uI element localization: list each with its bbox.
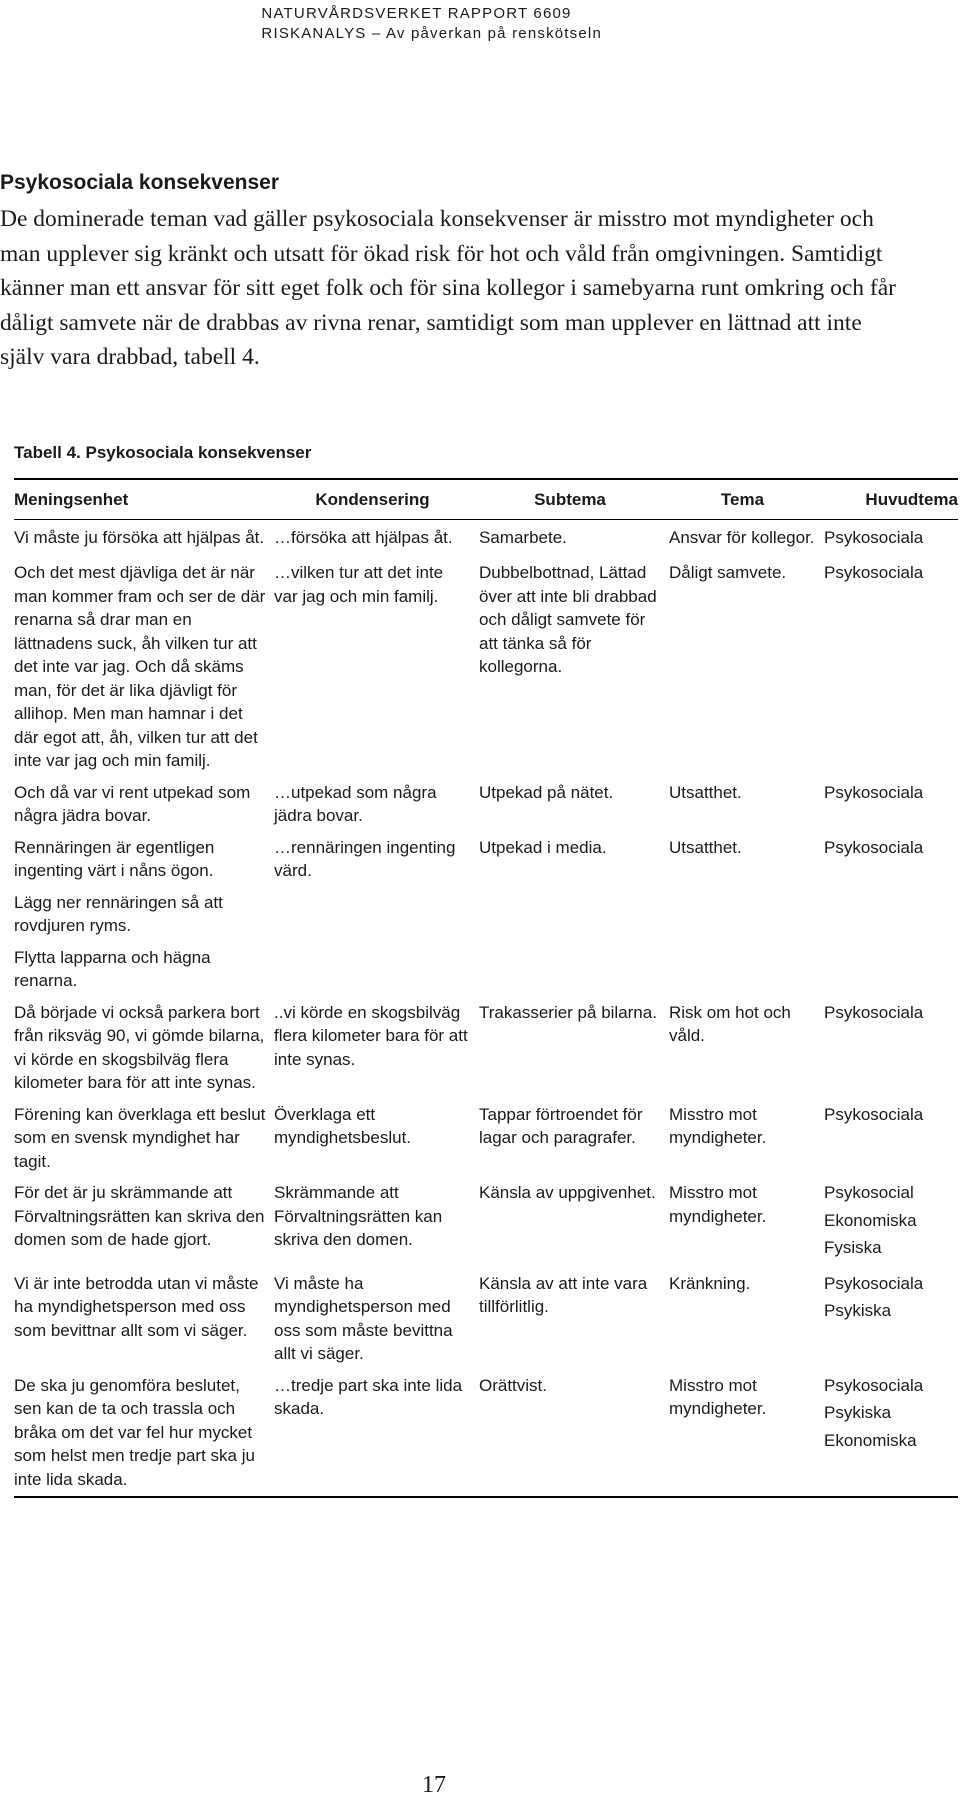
cell-subtema bbox=[479, 891, 669, 938]
cell-tema: Ansvar för kollegor. bbox=[669, 527, 815, 547]
table-row bbox=[14, 778, 958, 833]
cell-subtema: Samarbete. bbox=[479, 527, 567, 547]
huvudtema-value: Psykosociala bbox=[824, 1273, 924, 1293]
cell-kondensering bbox=[274, 891, 479, 938]
section-body: De dominerade teman vad gäller psykosociala konsekvenser är misstro mot myndigheter och man upplever sig kränkt och utsatt för ökad risk för hot och våld från omgivningen. Samtidigt känner man ett ansvar för sitt eget folk och för sina kollegor i samebyarna runt omkring och får dåligt samvete när de drabbas av rivna renar, samtidigt som man upplever en lättnad att inte själv vara drabbad, tabell 4. bbox=[0, 206, 896, 370]
running-header-line-2: RISKANALYS – Av påverkan på renskötseln bbox=[261, 25, 602, 42]
huvudtema-value: Psykosociala bbox=[824, 837, 924, 857]
header-subtema: Subtema bbox=[534, 490, 606, 509]
cell-kondensering: …vilken tur att det inte var jag och min familj. bbox=[274, 563, 444, 606]
cell-meningsenhet: Rennäringen är egentligen ingenting värt i nåns ögon. bbox=[14, 837, 215, 880]
cell-subtema: Utpekad på nätet. bbox=[479, 782, 614, 802]
cell-meningsenhet: Lägg ner rennäringen så att rovdjuren ryms. bbox=[14, 892, 223, 935]
cell-tema: Utsatthet. bbox=[669, 782, 742, 802]
cell-huvudtema bbox=[824, 836, 958, 883]
cell-meningsenhet: Och då var vi rent utpekad som några jädra bovar. bbox=[14, 782, 251, 825]
table-row bbox=[14, 1178, 958, 1269]
table-4 bbox=[14, 442, 958, 1498]
cell-huvudtema bbox=[824, 946, 958, 993]
header-kondensering: Kondensering bbox=[315, 490, 430, 509]
cell-kondensering: Vi måste ha myndighetsperson med oss som måste bevittna allt vi säger. bbox=[274, 1273, 453, 1363]
table-row bbox=[14, 558, 958, 778]
cell-tema: Dåligt samvete. bbox=[669, 563, 787, 582]
cell-meningsenhet: De ska ju genomföra beslutet, sen kan de ta och trassla och bråka om det var fel hur mycket som helst men tredje part ska ju inte lida skada. bbox=[14, 1375, 255, 1489]
cell-subtema: Tappar förtroendet för lagar och paragrafer. bbox=[479, 1104, 643, 1147]
cell-kondensering: …tredje part ska inte lida skada. bbox=[274, 1375, 463, 1418]
cell-huvudtema bbox=[824, 1181, 958, 1264]
huvudtema-value: Ekonomiska bbox=[824, 1210, 917, 1230]
cell-subtema: Känsla av att inte vara tillförlitlig. bbox=[479, 1273, 648, 1316]
cell-tema bbox=[669, 891, 824, 938]
cell-meningsenhet: Då började vi också parkera bort från riksväg 90, vi gömde bilarna, vi körde en skogsbilväg flera kilometer bara för att inte synas. bbox=[14, 1002, 265, 1092]
cell-kondensering: …rennäringen ingenting värd. bbox=[274, 837, 456, 880]
cell-kondensering: Skrämmande att Förvaltningsrätten kan skriva den domen. bbox=[274, 1183, 443, 1249]
table-row bbox=[14, 943, 958, 998]
cell-kondensering: …försöka att hjälpas åt. bbox=[274, 527, 453, 547]
cell-subtema: Känsla av uppgivenhet. bbox=[479, 1183, 656, 1202]
table-row bbox=[14, 888, 958, 943]
cell-tema bbox=[669, 946, 824, 993]
running-header bbox=[261, 4, 602, 44]
huvudtema-value: Psykosociala bbox=[824, 1002, 924, 1022]
cell-kondensering: …utpekad som några jädra bovar. bbox=[274, 782, 437, 825]
header-huvudtema: Huvudtema bbox=[865, 490, 958, 509]
cell-meningsenhet: Flytta lapparna och hägna renarna. bbox=[14, 947, 211, 990]
cell-meningsenhet: Förening kan överklaga ett beslut som en svensk myndighet har tagit. bbox=[14, 1104, 266, 1171]
table-row bbox=[14, 1371, 958, 1497]
cell-meningsenhet: Och det mest djävliga det är när man kommer fram och ser de där renarna så drar man en lättnadens suck, åh vilken tur att det inte var jag. Och då skäms man, för det är lika djävligt för allihop. Men man hamnar i det där egot att, åh, vilken tur att det inte var jag och min familj. bbox=[14, 563, 266, 770]
cell-tema: Kränkning. bbox=[669, 1273, 751, 1293]
header-meningsenhet: Meningsenhet bbox=[14, 490, 129, 509]
cell-meningsenhet: Vi är inte betrodda utan vi måste ha myndighetsperson med oss som bevittnar allt som vi säger. bbox=[14, 1273, 259, 1340]
huvudtema-value: Psykiska bbox=[824, 1403, 892, 1422]
page-number: 17 bbox=[422, 1772, 446, 1798]
cell-tema: Misstro mot myndigheter. bbox=[669, 1104, 767, 1147]
running-header-line-1: NATURVÅRDSVERKET RAPPORT 6609 bbox=[261, 5, 572, 22]
cell-kondensering bbox=[274, 946, 479, 993]
cell-subtema bbox=[479, 946, 669, 993]
huvudtema-value: Psykosociala bbox=[824, 782, 924, 802]
cell-subtema: Dubbelbottnad, Lättad över att inte bli drabbad och dåligt samvete för att tänka så för kollegorna. bbox=[479, 563, 657, 676]
section bbox=[0, 170, 930, 375]
cell-kondensering: ..vi körde en skogsbilväg flera kilometer bara för att inte synas. bbox=[274, 1002, 468, 1069]
table-row bbox=[14, 1269, 958, 1371]
cell-meningsenhet: Vi måste ju försöka att hjälpas åt. bbox=[14, 527, 265, 547]
table-row bbox=[14, 833, 958, 888]
table-body bbox=[14, 520, 958, 1497]
cell-huvudtema bbox=[824, 1103, 958, 1174]
section-heading: Psykosociala konsekvenser bbox=[0, 171, 280, 194]
table-row bbox=[14, 523, 958, 559]
table-caption: Tabell 4. Psykosociala konsekvenser bbox=[14, 443, 312, 462]
cell-subtema: Trakasserier på bilarna. bbox=[479, 1002, 657, 1022]
cell-huvudtema bbox=[824, 781, 958, 828]
huvudtema-value: Psykosociala bbox=[824, 1104, 924, 1124]
cell-huvudtema bbox=[824, 561, 958, 773]
huvudtema-value: Psykosocial bbox=[824, 1183, 914, 1202]
huvudtema-value: Psykosociala bbox=[824, 527, 924, 547]
huvudtema-value: Ekonomiska bbox=[824, 1430, 917, 1450]
cell-huvudtema bbox=[824, 1272, 958, 1366]
cell-huvudtema bbox=[824, 1001, 958, 1095]
cell-huvudtema bbox=[824, 1374, 958, 1492]
huvudtema-value: Psykosociala bbox=[824, 563, 924, 582]
huvudtema-value: Psykiska bbox=[824, 1301, 892, 1320]
cell-meningsenhet: För det är ju skrämmande att Förvaltningsrätten kan skriva den domen som de hade gjort. bbox=[14, 1183, 265, 1249]
huvudtema-value: Psykosociala bbox=[824, 1375, 924, 1395]
cell-subtema: Orättvist. bbox=[479, 1375, 548, 1395]
table-row bbox=[14, 1100, 958, 1179]
cell-huvudtema bbox=[824, 891, 958, 938]
cell-tema: Misstro mot myndigheter. bbox=[669, 1375, 767, 1418]
table-row bbox=[14, 998, 958, 1100]
table-bottom-rule bbox=[14, 1496, 958, 1498]
cell-tema: Misstro mot myndigheter. bbox=[669, 1183, 767, 1226]
header-tema: Tema bbox=[720, 490, 765, 509]
table-header-row bbox=[14, 480, 958, 519]
cell-tema: Risk om hot och våld. bbox=[669, 1002, 791, 1045]
cell-subtema: Utpekad i media. bbox=[479, 837, 607, 857]
cell-huvudtema bbox=[824, 526, 958, 554]
cell-kondensering: Överklaga ett myndighetsbeslut. bbox=[274, 1104, 412, 1147]
huvudtema-value: Fysiska bbox=[824, 1238, 882, 1257]
cell-tema: Utsatthet. bbox=[669, 837, 742, 857]
